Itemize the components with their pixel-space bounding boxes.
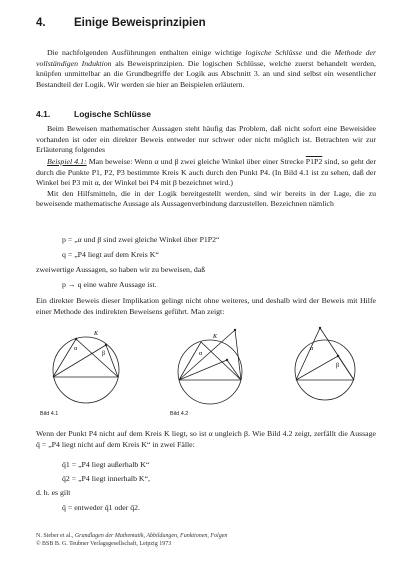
triangle-inside [179, 360, 241, 380]
intro-text-b: und die [302, 48, 335, 57]
footer [36, 532, 376, 548]
point-p4 [105, 344, 107, 346]
point-outside [319, 327, 321, 329]
footer-book: Grundlagen der Mathematik, Abbildungen, Funktionen, Folgen [74, 533, 228, 539]
chapter-title: Einige Beweisprinzipien [74, 17, 206, 29]
point-inside [226, 359, 228, 361]
point-inside [337, 355, 339, 357]
case-q2: q̄2 = „P4 liegt innerhalb K“, [62, 474, 150, 483]
circle-k [53, 337, 119, 403]
intro-paragraph [36, 48, 376, 90]
intro-emphasis-induction: Methode der vollständigen Induktion [36, 48, 377, 68]
figure-right [280, 322, 375, 407]
case-q1: q̄1 = „P4 liegt außerhalb K“ [62, 460, 150, 469]
label-beta: β [102, 351, 106, 357]
section-text: Beim Beweisen mathematischer Aussagen steht häufig das Problem, daß nicht sofort eine Beweisidee vorhanden ist oder ein direkter Beweis entweder nur schwer oder nicht möglich ist. Betrachten wir zur Erläuterung folgendes [36, 124, 376, 154]
example-label: Beispiel 4.1: [47, 157, 87, 166]
triangle-outside [179, 330, 241, 380]
label-alpha: α [199, 351, 203, 357]
footer-publisher: © BSB B. G. Teubner Verlagsgesellschaft, Leipzig 1973 [36, 541, 172, 547]
example-text-1: Man beweise: Wenn α und β zwei gleiche Winkel über einer Strecke [86, 157, 306, 166]
circle-k [295, 340, 355, 400]
intro-emphasis-logic: logische Schlüsse [245, 48, 303, 57]
triangle-p3 [179, 342, 241, 380]
case-dh: d. h. es gilt [36, 488, 71, 497]
label-k: K [213, 334, 218, 340]
section-number: 4.1. [36, 109, 51, 119]
paragraph-3 [36, 429, 376, 450]
figure-4-1 [36, 325, 136, 410]
section-title: Logische Schlüsse [74, 109, 151, 119]
caption-4-2: Bild 4.2 [170, 411, 189, 417]
paragraph-2 [36, 296, 376, 317]
example-text-2: sind, so geht der durch die Punkte P1, P2, P3 bestimmte Kreis K auch durch den Punkt P4. (In Bild 4.1 ist zu sehen, daß der Winkel bei P3 mit α, der Winkel bei P4 mit β bezeichnet wird.) [36, 157, 376, 187]
example-paragraph [36, 157, 376, 210]
intro-text-c: als Beweisprinzipien. Die logischen Schlüsse, welche zuerst behandelt werden, knüpfen unmittelbar an die Grundbegriffe der Logik aus Abschnitt 3. an und sind selbst ein wesentlicher Bestandteil der Logik. Wir werden sie hier an Beispielen erläutern. [36, 58, 376, 89]
chapter-number: 4. [36, 17, 46, 29]
chapter-heading [36, 17, 206, 29]
paragraph-2-text: Ein direkter Beweis dieser Implikation gelingt nicht ohne weiteres, und deshalb wird der Beweis mit Hilfe einer Methode des indirekten Beweisens geführt. Man zeigt: [36, 296, 376, 316]
formula-implication: p → q eine wahre Aussage ist. [62, 280, 157, 289]
triangle-inside [296, 356, 354, 380]
point-p3 [75, 338, 77, 340]
paragraph-3-text: Wenn der Punkt P4 nicht auf dem Kreis K liegt, so ist α ungleich β. Wie Bild 4.2 zeigt, zerfällt die Aussage q̄ = „P4 liegt nicht auf dem Kreis K“ in zwei Fälle: [36, 429, 376, 449]
label-beta: β [336, 363, 340, 369]
caption-4-1: Bild 4.1 [40, 411, 59, 417]
case-q: q̄ = entweder q̄1 oder q̄2. [62, 503, 141, 512]
label-k: K [94, 331, 99, 337]
triangle-outside [296, 328, 354, 380]
section-paragraph [36, 124, 376, 156]
section-heading [36, 109, 151, 119]
example-text-3: Mit den Hilfsmitteln, die in der Logik bereitgestellt werden, sind wir bereits in der Lage, die zu beweisende mathematische Aussage als Aussagenverbindung darzustellen. Bezeichnen nämlich [36, 188, 376, 208]
formula-p: p = „α und β sind zwei gleiche Winkel über P1P2“ [62, 235, 220, 244]
label-alpha: α [74, 346, 78, 352]
point-outside [234, 329, 236, 331]
example-segment: P1P2 [305, 157, 323, 166]
footer-authors: N. Sieber et al., [36, 533, 75, 539]
formula-between: zweiwertige Aussagen, so haben wir zu beweisen, daß [36, 265, 206, 274]
label-alpha: α [310, 346, 314, 352]
formula-q: q = „P4 liegt auf dem Kreis K“ [62, 250, 159, 259]
intro-text: Die nachfolgenden Ausführungen enthalten einige wichtige [47, 48, 246, 57]
figure-4-2 [165, 322, 260, 410]
